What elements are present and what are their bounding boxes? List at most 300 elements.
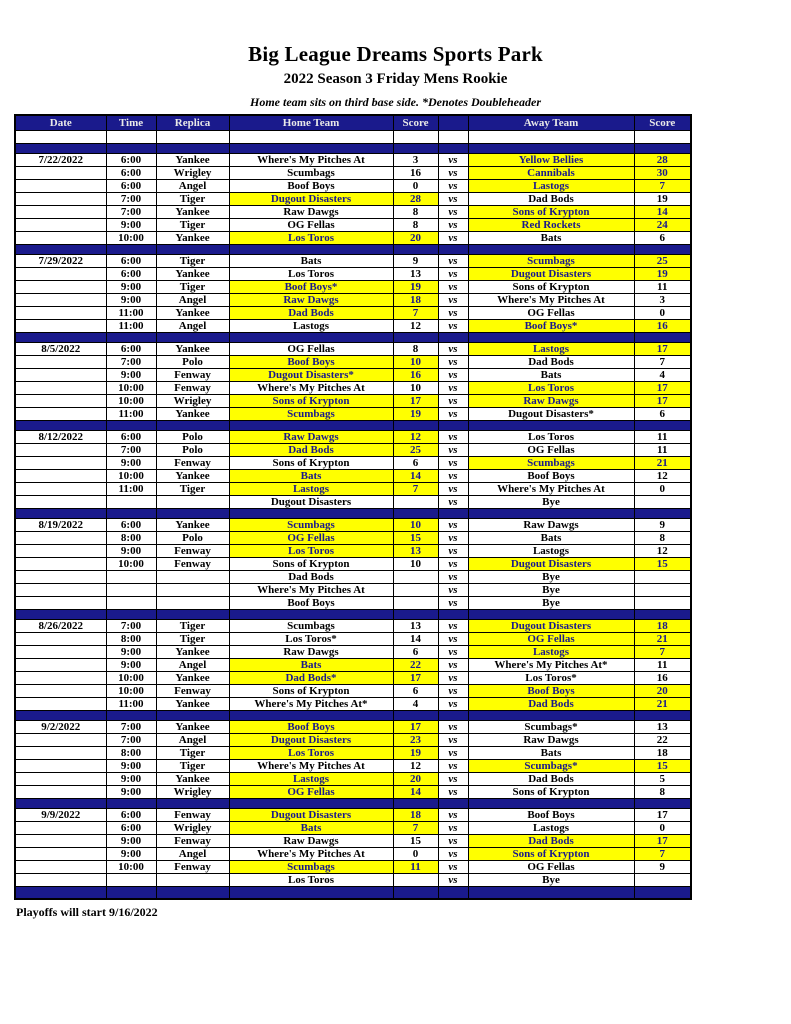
vs-cell: vs — [438, 368, 468, 381]
separator-cell — [634, 710, 691, 720]
date-cell — [15, 319, 106, 332]
away-score-cell: 25 — [634, 254, 691, 267]
home-score-cell: 12 — [393, 430, 438, 443]
home-score-cell: 7 — [393, 821, 438, 834]
separator-cell — [634, 332, 691, 342]
date-cell — [15, 746, 106, 759]
replica-cell: Yankee — [156, 469, 229, 482]
away-score-cell: 21 — [634, 456, 691, 469]
separator-row — [15, 798, 691, 808]
away-team-cell: Los Toros* — [468, 671, 634, 684]
time-cell: 11:00 — [106, 407, 156, 420]
away-team-cell: Cannibals — [468, 166, 634, 179]
away-team-cell: Lastogs — [468, 179, 634, 192]
away-score-cell — [634, 495, 691, 508]
vs-cell: vs — [438, 430, 468, 443]
legend-note: Home team sits on third base side. *Denotes Doubleheader — [250, 95, 541, 109]
time-cell: 7:00 — [106, 619, 156, 632]
replica-cell: Angel — [156, 658, 229, 671]
separator-cell — [156, 244, 229, 254]
separator-cell — [106, 332, 156, 342]
playoffs-footer: Playoffs will start 9/16/2022 — [16, 905, 158, 919]
separator-cell — [468, 420, 634, 430]
vs-cell: vs — [438, 720, 468, 733]
vs-cell: vs — [438, 632, 468, 645]
away-score-cell: 21 — [634, 697, 691, 710]
home-score-cell: 19 — [393, 407, 438, 420]
separator-cell — [468, 332, 634, 342]
home-score-cell: 10 — [393, 518, 438, 531]
vs-cell: vs — [438, 684, 468, 697]
column-header-away-team: Away Team — [468, 115, 634, 130]
home-score-cell — [393, 495, 438, 508]
time-cell: 10:00 — [106, 231, 156, 244]
home-score-cell: 14 — [393, 632, 438, 645]
date-cell: 8/19/2022 — [15, 518, 106, 531]
vs-cell: vs — [438, 847, 468, 860]
away-score-cell: 20 — [634, 684, 691, 697]
vs-cell: vs — [438, 355, 468, 368]
game-row — [15, 518, 691, 531]
replica-cell: Tiger — [156, 482, 229, 495]
away-team-cell: Raw Dawgs — [468, 394, 634, 407]
time-cell: 6:00 — [106, 821, 156, 834]
time-cell: 11:00 — [106, 482, 156, 495]
time-cell: 9:00 — [106, 772, 156, 785]
date-cell — [15, 407, 106, 420]
replica-cell: Yankee — [156, 153, 229, 166]
time-cell — [106, 873, 156, 886]
vs-cell: vs — [438, 293, 468, 306]
date-cell — [15, 733, 106, 746]
replica-cell — [156, 596, 229, 609]
home-score-cell: 18 — [393, 293, 438, 306]
replica-cell — [156, 873, 229, 886]
bye-row — [15, 596, 691, 609]
away-score-cell: 22 — [634, 733, 691, 746]
column-header-home-team: Home Team — [229, 115, 393, 130]
away-team-cell: Bats — [468, 231, 634, 244]
game-row — [15, 456, 691, 469]
vs-cell: vs — [438, 306, 468, 319]
separator-cell — [393, 143, 438, 153]
away-score-cell: 7 — [634, 355, 691, 368]
date-cell — [15, 772, 106, 785]
separator-cell — [634, 420, 691, 430]
date-cell — [15, 267, 106, 280]
date-cell — [15, 759, 106, 772]
replica-cell: Yankee — [156, 306, 229, 319]
time-cell: 9:00 — [106, 785, 156, 798]
replica-cell: Fenway — [156, 544, 229, 557]
replica-cell: Wrigley — [156, 394, 229, 407]
home-score-cell: 19 — [393, 746, 438, 759]
time-cell: 9:00 — [106, 280, 156, 293]
replica-cell — [156, 570, 229, 583]
vs-cell: vs — [438, 658, 468, 671]
home-score-cell: 8 — [393, 218, 438, 231]
replica-cell: Fenway — [156, 368, 229, 381]
home-team-cell: Where's My Pitches At* — [229, 697, 393, 710]
vs-cell: vs — [438, 394, 468, 407]
away-score-cell: 17 — [634, 342, 691, 355]
home-score-cell: 8 — [393, 342, 438, 355]
away-team-cell: Scumbags* — [468, 759, 634, 772]
away-score-cell: 12 — [634, 469, 691, 482]
time-cell: 6:00 — [106, 342, 156, 355]
replica-cell: Yankee — [156, 720, 229, 733]
home-score-cell: 8 — [393, 205, 438, 218]
replica-cell: Angel — [156, 733, 229, 746]
vs-cell: vs — [438, 834, 468, 847]
away-score-cell: 17 — [634, 394, 691, 407]
date-cell: 7/22/2022 — [15, 153, 106, 166]
away-score-cell: 24 — [634, 218, 691, 231]
separator-cell — [229, 244, 393, 254]
time-cell: 8:00 — [106, 632, 156, 645]
away-score-cell — [634, 873, 691, 886]
away-score-cell: 6 — [634, 231, 691, 244]
away-team-cell: Boof Boys — [468, 469, 634, 482]
vs-cell: vs — [438, 518, 468, 531]
game-row — [15, 746, 691, 759]
blank-row — [15, 130, 691, 143]
date-cell — [15, 306, 106, 319]
separator-row — [15, 710, 691, 720]
away-team-cell: Where's My Pitches At — [468, 293, 634, 306]
away-score-cell: 19 — [634, 192, 691, 205]
game-row — [15, 697, 691, 710]
separator-cell — [15, 508, 106, 518]
game-row — [15, 632, 691, 645]
separator-cell — [229, 332, 393, 342]
game-row — [15, 205, 691, 218]
away-team-cell: OG Fellas — [468, 306, 634, 319]
time-cell: 11:00 — [106, 319, 156, 332]
date-cell — [15, 456, 106, 469]
separator-cell — [15, 798, 106, 808]
blank-cell — [438, 130, 468, 143]
home-score-cell: 22 — [393, 658, 438, 671]
away-team-cell: Boof Boys — [468, 808, 634, 821]
replica-cell: Polo — [156, 443, 229, 456]
separator-cell — [229, 798, 393, 808]
separator-cell — [468, 886, 634, 899]
separator-cell — [15, 332, 106, 342]
time-cell: 9:00 — [106, 847, 156, 860]
time-cell: 10:00 — [106, 469, 156, 482]
away-score-cell: 30 — [634, 166, 691, 179]
game-row — [15, 179, 691, 192]
home-score-cell: 16 — [393, 368, 438, 381]
replica-cell: Tiger — [156, 632, 229, 645]
home-score-cell: 3 — [393, 153, 438, 166]
game-row — [15, 443, 691, 456]
replica-cell: Tiger — [156, 192, 229, 205]
date-cell — [15, 280, 106, 293]
home-score-cell: 17 — [393, 671, 438, 684]
home-score-cell — [393, 570, 438, 583]
home-score-cell: 15 — [393, 531, 438, 544]
replica-cell: Angel — [156, 179, 229, 192]
replica-cell: Yankee — [156, 518, 229, 531]
home-team-cell: Where's My Pitches At — [229, 583, 393, 596]
time-cell: 9:00 — [106, 645, 156, 658]
away-team-cell: Lastogs — [468, 544, 634, 557]
away-score-cell: 0 — [634, 821, 691, 834]
home-score-cell: 13 — [393, 619, 438, 632]
replica-cell: Tiger — [156, 619, 229, 632]
time-cell — [106, 570, 156, 583]
time-cell: 6:00 — [106, 254, 156, 267]
date-cell — [15, 394, 106, 407]
game-row — [15, 166, 691, 179]
away-team-cell: Scumbags — [468, 456, 634, 469]
game-row — [15, 319, 691, 332]
column-header-vs — [438, 115, 468, 130]
date-cell — [15, 785, 106, 798]
date-cell — [15, 821, 106, 834]
home-team-cell: Scumbags — [229, 860, 393, 873]
home-score-cell: 14 — [393, 469, 438, 482]
game-row — [15, 834, 691, 847]
separator-cell — [156, 710, 229, 720]
time-cell: 10:00 — [106, 381, 156, 394]
date-cell — [15, 482, 106, 495]
schedule-table — [14, 114, 692, 900]
replica-cell: Yankee — [156, 342, 229, 355]
home-team-cell: OG Fellas — [229, 531, 393, 544]
home-team-cell: Dad Bods — [229, 443, 393, 456]
page-subtitle: 2022 Season 3 Friday Mens Rookie — [283, 71, 508, 87]
separator-row — [15, 332, 691, 342]
date-cell — [15, 531, 106, 544]
date-cell — [15, 847, 106, 860]
vs-cell: vs — [438, 759, 468, 772]
home-score-cell: 28 — [393, 192, 438, 205]
separator-cell — [106, 143, 156, 153]
time-cell: 10:00 — [106, 394, 156, 407]
game-row — [15, 293, 691, 306]
vs-cell: vs — [438, 531, 468, 544]
separator-cell — [393, 420, 438, 430]
replica-cell: Yankee — [156, 231, 229, 244]
separator-cell — [106, 244, 156, 254]
away-team-cell: Dugout Disasters — [468, 619, 634, 632]
date-cell — [15, 443, 106, 456]
separator-cell — [393, 710, 438, 720]
schedule-body — [15, 130, 691, 899]
game-row — [15, 306, 691, 319]
away-team-cell: Bats — [468, 531, 634, 544]
replica-cell: Wrigley — [156, 821, 229, 834]
blank-cell — [393, 130, 438, 143]
home-score-cell: 17 — [393, 720, 438, 733]
game-row — [15, 355, 691, 368]
away-team-cell: Sons of Krypton — [468, 280, 634, 293]
game-row — [15, 267, 691, 280]
vs-cell: vs — [438, 495, 468, 508]
home-score-cell — [393, 596, 438, 609]
separator-cell — [15, 420, 106, 430]
vs-cell: vs — [438, 619, 468, 632]
away-score-cell: 4 — [634, 368, 691, 381]
vs-cell: vs — [438, 808, 468, 821]
away-team-cell: Los Toros — [468, 430, 634, 443]
home-score-cell: 6 — [393, 456, 438, 469]
separator-cell — [229, 609, 393, 619]
home-team-cell: Dad Bods — [229, 570, 393, 583]
home-team-cell: Dugout Disasters — [229, 495, 393, 508]
vs-cell: vs — [438, 342, 468, 355]
home-team-cell: Raw Dawgs — [229, 645, 393, 658]
time-cell: 9:00 — [106, 368, 156, 381]
separator-row — [15, 244, 691, 254]
date-cell — [15, 166, 106, 179]
home-score-cell: 10 — [393, 381, 438, 394]
separator-cell — [15, 244, 106, 254]
home-score-cell: 12 — [393, 759, 438, 772]
date-cell — [15, 860, 106, 873]
game-row — [15, 544, 691, 557]
away-score-cell: 11 — [634, 658, 691, 671]
away-team-cell: Dad Bods — [468, 355, 634, 368]
home-team-cell: Sons of Krypton — [229, 394, 393, 407]
game-row — [15, 808, 691, 821]
home-score-cell: 23 — [393, 733, 438, 746]
away-score-cell: 12 — [634, 544, 691, 557]
separator-cell — [634, 609, 691, 619]
vs-cell: vs — [438, 205, 468, 218]
separator-cell — [106, 508, 156, 518]
home-team-cell: Boof Boys* — [229, 280, 393, 293]
date-cell: 8/12/2022 — [15, 430, 106, 443]
game-row — [15, 531, 691, 544]
home-score-cell: 13 — [393, 267, 438, 280]
separator-row — [15, 420, 691, 430]
replica-cell: Tiger — [156, 746, 229, 759]
vs-cell: vs — [438, 772, 468, 785]
game-row — [15, 192, 691, 205]
time-cell: 6:00 — [106, 179, 156, 192]
home-team-cell: Dugout Disasters — [229, 808, 393, 821]
separator-cell — [156, 886, 229, 899]
home-team-cell: Raw Dawgs — [229, 430, 393, 443]
away-team-cell: Sons of Krypton — [468, 785, 634, 798]
home-team-cell: Where's My Pitches At — [229, 153, 393, 166]
date-cell — [15, 596, 106, 609]
separator-cell — [106, 886, 156, 899]
home-team-cell: Dad Bods — [229, 306, 393, 319]
date-cell — [15, 293, 106, 306]
away-team-cell: Bye — [468, 570, 634, 583]
time-cell: 7:00 — [106, 733, 156, 746]
away-score-cell: 11 — [634, 280, 691, 293]
away-score-cell: 16 — [634, 319, 691, 332]
time-cell — [106, 583, 156, 596]
replica-cell: Fenway — [156, 557, 229, 570]
date-cell — [15, 697, 106, 710]
away-team-cell: Lastogs — [468, 821, 634, 834]
away-team-cell: Bats — [468, 368, 634, 381]
game-row — [15, 671, 691, 684]
separator-cell — [393, 609, 438, 619]
replica-cell: Polo — [156, 355, 229, 368]
away-score-cell: 0 — [634, 306, 691, 319]
date-cell: 8/26/2022 — [15, 619, 106, 632]
home-team-cell: Boof Boys — [229, 355, 393, 368]
vs-cell: vs — [438, 456, 468, 469]
away-score-cell: 0 — [634, 482, 691, 495]
home-score-cell: 7 — [393, 306, 438, 319]
column-header-home-score: Score — [393, 115, 438, 130]
home-team-cell: Sons of Krypton — [229, 456, 393, 469]
home-score-cell: 12 — [393, 319, 438, 332]
separator-cell — [106, 609, 156, 619]
time-cell: 8:00 — [106, 531, 156, 544]
bye-row — [15, 495, 691, 508]
time-cell: 6:00 — [106, 518, 156, 531]
separator-cell — [15, 609, 106, 619]
home-score-cell: 9 — [393, 254, 438, 267]
away-score-cell: 8 — [634, 531, 691, 544]
date-cell — [15, 645, 106, 658]
replica-cell — [156, 583, 229, 596]
away-score-cell — [634, 570, 691, 583]
time-cell: 7:00 — [106, 720, 156, 733]
time-cell: 10:00 — [106, 860, 156, 873]
away-score-cell — [634, 583, 691, 596]
home-score-cell: 6 — [393, 684, 438, 697]
separator-cell — [156, 798, 229, 808]
away-team-cell: Dad Bods — [468, 192, 634, 205]
vs-cell: vs — [438, 231, 468, 244]
time-cell: 6:00 — [106, 808, 156, 821]
date-cell — [15, 218, 106, 231]
date-cell — [15, 381, 106, 394]
time-cell: 10:00 — [106, 684, 156, 697]
away-team-cell: Sons of Krypton — [468, 847, 634, 860]
table-header-row — [15, 115, 691, 130]
home-score-cell: 0 — [393, 847, 438, 860]
vs-cell: vs — [438, 544, 468, 557]
game-row — [15, 733, 691, 746]
home-team-cell: Bats — [229, 254, 393, 267]
home-team-cell: Raw Dawgs — [229, 205, 393, 218]
vs-cell: vs — [438, 280, 468, 293]
vs-cell: vs — [438, 179, 468, 192]
separator-cell — [438, 886, 468, 899]
home-team-cell: Los Toros — [229, 231, 393, 244]
away-team-cell: Los Toros — [468, 381, 634, 394]
time-cell — [106, 495, 156, 508]
time-cell: 9:00 — [106, 759, 156, 772]
date-cell — [15, 658, 106, 671]
home-score-cell: 15 — [393, 834, 438, 847]
home-team-cell: OG Fellas — [229, 785, 393, 798]
column-header-away-score: Score — [634, 115, 691, 130]
date-cell — [15, 205, 106, 218]
away-score-cell: 17 — [634, 834, 691, 847]
bye-row — [15, 873, 691, 886]
game-row — [15, 684, 691, 697]
time-cell: 9:00 — [106, 456, 156, 469]
time-cell: 10:00 — [106, 671, 156, 684]
replica-cell: Angel — [156, 319, 229, 332]
away-score-cell: 9 — [634, 518, 691, 531]
separator-cell — [15, 143, 106, 153]
away-score-cell: 6 — [634, 407, 691, 420]
